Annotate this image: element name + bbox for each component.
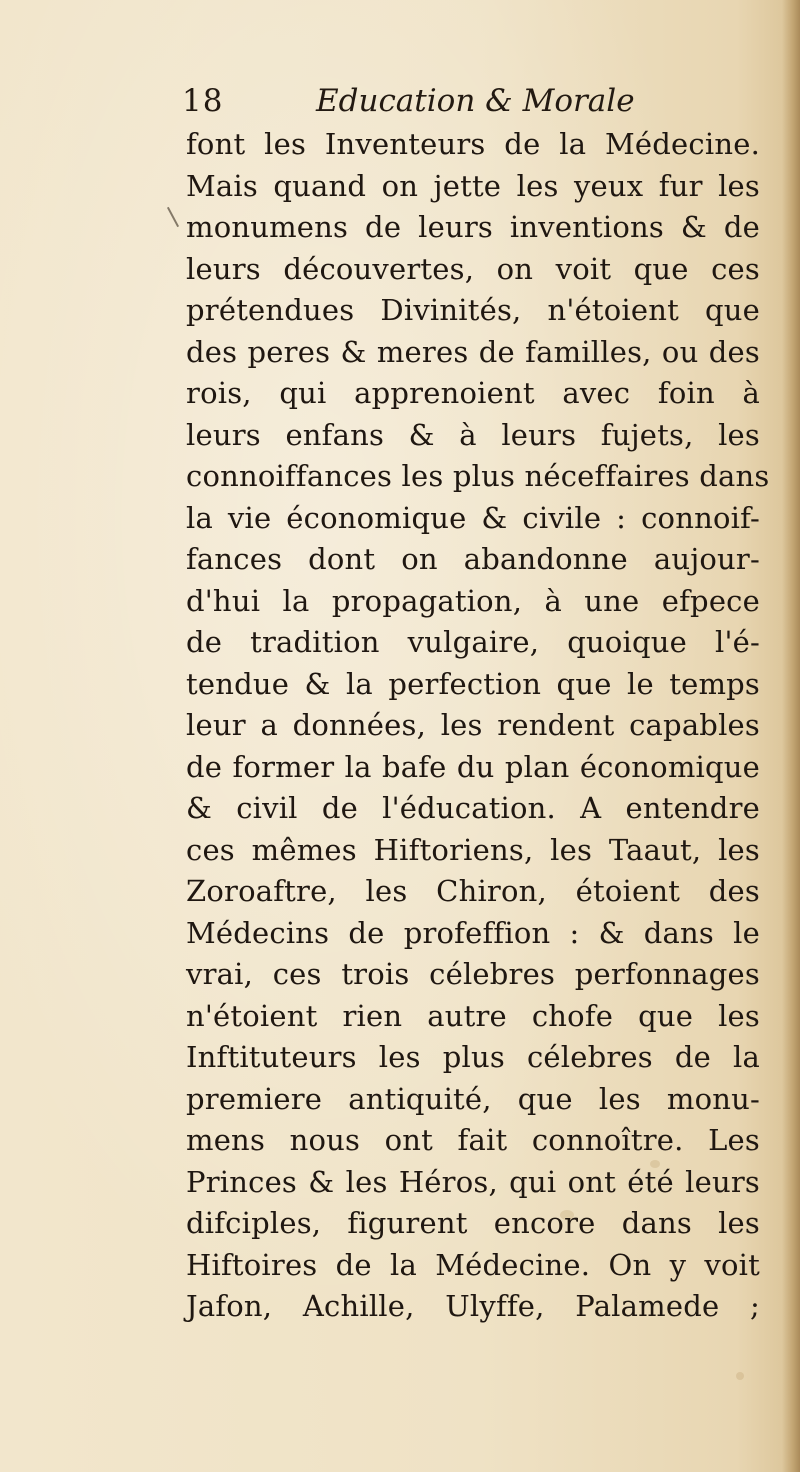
text-line: font les Inventeurs de la Médecine. <box>186 127 760 161</box>
text-line: n'étoient rien autre chofe que les <box>186 998 760 1033</box>
text-line: prétendues Divinités, n'étoient que <box>186 293 760 327</box>
text-line: Princes & les Héros, qui ont été leurs <box>186 1164 760 1199</box>
page-number: 18 <box>182 83 224 119</box>
text-line: difciples, figurent encore dans les <box>186 1206 760 1240</box>
text-line: rois, qui apprenoient avec foin à <box>186 376 760 410</box>
text-line: leurs enfans & à leurs fujets, les <box>186 417 760 452</box>
text-line: Mais quand on jette les yeux fur les <box>186 168 760 203</box>
text-line: connoiffances les plus néceffaires dans <box>186 459 770 493</box>
page-edge-shadow <box>782 0 800 1472</box>
running-head <box>182 76 652 126</box>
text-line: Jafon, Achille, Ulyffe, Palamede ; <box>186 1289 760 1323</box>
text-line: Inftituteurs les plus célebres de la <box>186 1040 760 1074</box>
text-line: de former la bafe du plan économique <box>186 749 760 784</box>
text-line: d'hui la propagation, à une efpece <box>186 583 760 618</box>
text-line: tendue & la perfection que le temps <box>186 666 760 701</box>
text-line: Médecins de profeffion : & dans le <box>186 915 760 950</box>
text-line: Hiftoires de la Médecine. On y voit <box>186 1247 760 1282</box>
text-line: mens nous ont fait connoître. Les <box>186 1123 760 1157</box>
text-line: de tradition vulgaire, quoique l'é- <box>186 625 760 659</box>
body-text <box>186 124 770 1328</box>
text-line: fances dont on abandonne aujour- <box>186 542 760 576</box>
text-line: leurs découvertes, on voit que ces <box>186 251 760 286</box>
text-line: ces mêmes Hiftoriens, les Taaut, les <box>186 832 760 867</box>
running-title: Education & Morale <box>316 83 635 119</box>
paper-stain <box>736 1372 744 1380</box>
text-line: monumens de leurs inventions & de <box>186 210 760 244</box>
text-line: & civil de l'éducation. A entendre <box>186 791 760 825</box>
text-line: leur a données, les rendent capables <box>186 708 760 742</box>
text-line: des peres & meres de familles, ou des <box>186 334 760 369</box>
margin-mark <box>167 207 179 227</box>
text-line: vrai, ces trois célebres perfonnages <box>186 957 760 991</box>
text-line: Zoroaftre, les Chiron, étoient des <box>186 874 760 908</box>
text-line: premiere antiquité, que les monu- <box>186 1081 760 1116</box>
text-line: la vie économique & civile : connoif- <box>186 500 760 535</box>
